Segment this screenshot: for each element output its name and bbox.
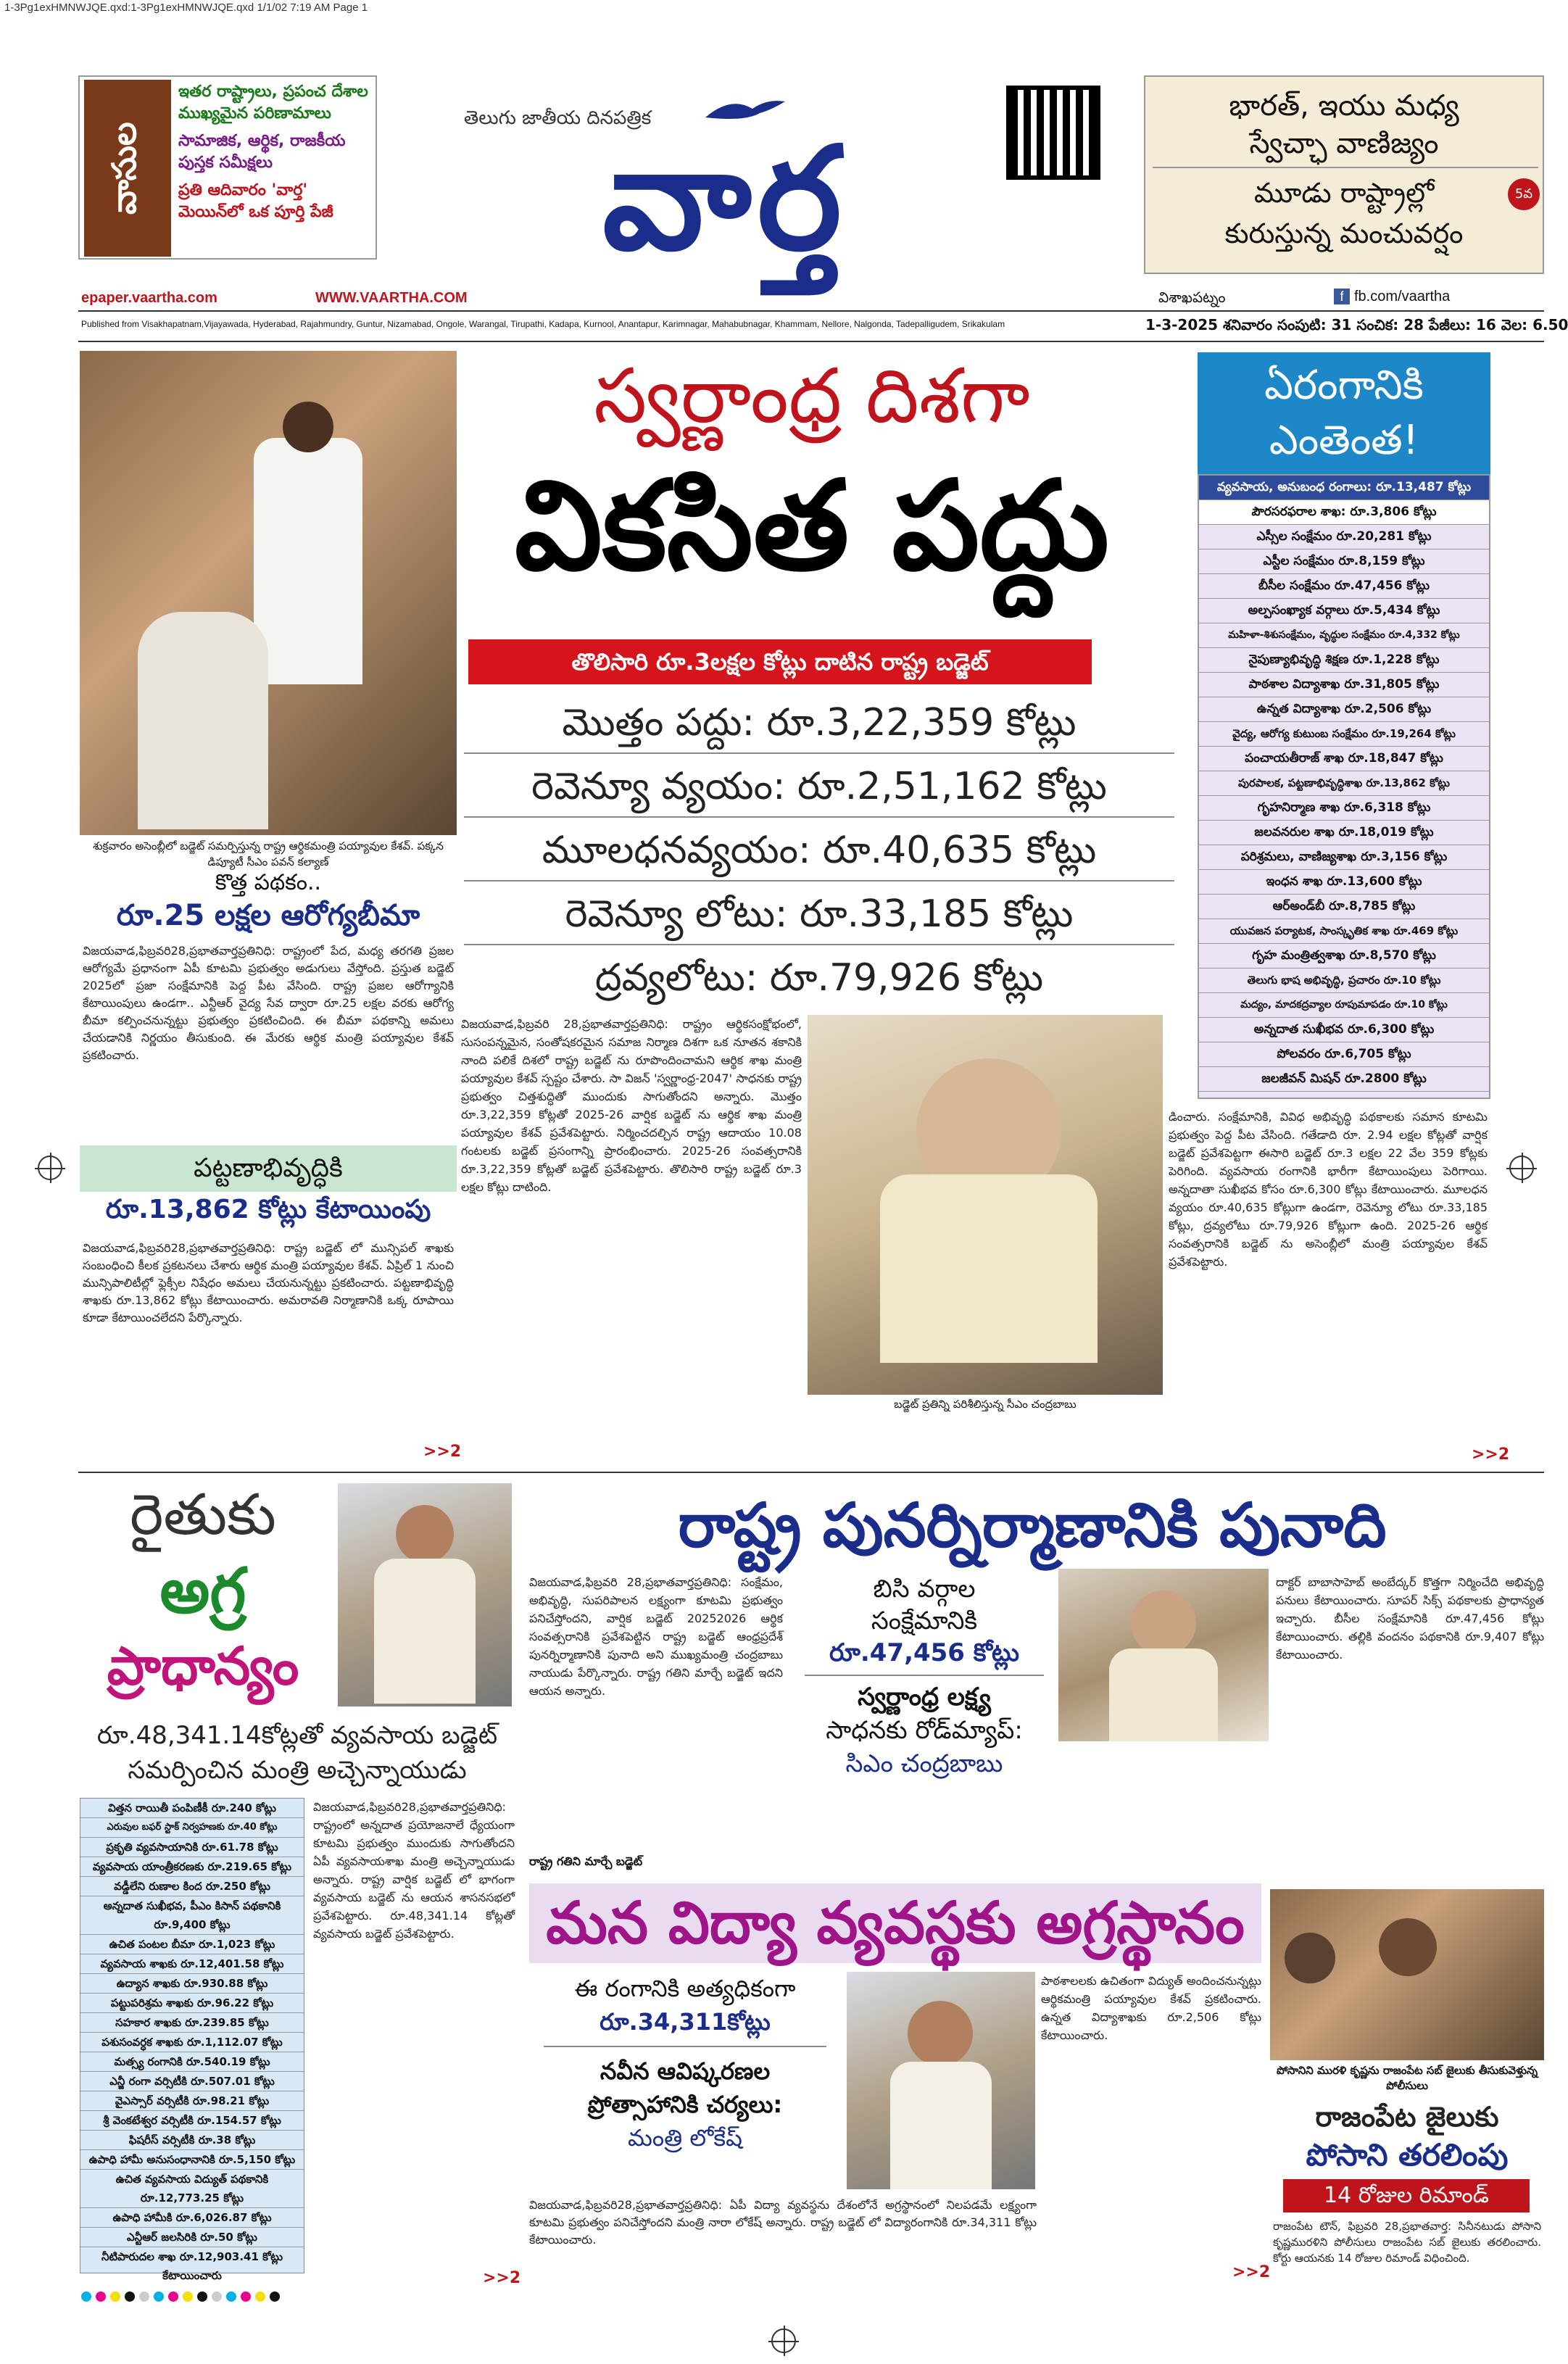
lead-headline: వికసిత పద్దు xyxy=(514,455,1110,598)
lead-body-2: డించారు. సంక్షేమానికి, వివిధ అభివృద్ధి పథకాలకు సమాన కూటమి ప్రభుత్వం పెద్ద పీట వేసింది. గతేడాది రూ. 2.94 లక్షల కోట్లతో వార్షిక బడ్జెట్ ప్రవేశపెట్టగా ఈసారి బడ్జెట్ రూ.3 లక్షల 22 వేల 359 కోట్లకు పెరిగింది. వ్యవసాయ రంగానికి భారీగా కేటాయింపులు పెరిగాయి. అన్నదాతా సుఖీభవ కోసం రూ.6,300 కోట్లు కేటాయించారు. మూలధన వ్యయం రూ.40,635 కోట్లుగా ఉండగా, రెవెన్యూ లోటు రూ.33,185 కోట్లు, ద్రవ్యలోటు రూ.79,926 కోట్లుగా ఉంది. 2025-26 ఆర్థిక సంవత్సరానికి బడ్జెట్ ను అసెంబ్లీలో మంత్రి పయ్యావుల కేశవ్ ప్రవేశపెట్టారు. xyxy=(1169,1110,1488,1269)
rebuild-box-line: బిసి వర్గాల xyxy=(873,1575,976,1604)
epaper-link[interactable]: epaper.vaartha.com xyxy=(81,290,217,306)
allocation-row: జలవనరుల శాఖ రూ.18,019 కోట్లు xyxy=(1199,821,1489,845)
education-line: రూ.34,311కోట్లు xyxy=(600,2008,771,2036)
right-promo-line: స్వేచ్ఛా వాణిజ్యం xyxy=(1249,127,1439,160)
left-promo-line: ప్రతి ఆదివారం 'వార్త' మెయిన్‌లో ఒక పూర్తి పేజీ xyxy=(178,181,333,221)
health-headline: రూ.25 లక్షల ఆరోగ్యబీమా xyxy=(116,899,420,932)
allocation-row: ఆర్‌అండ్‌బీ రూ.8,785 కోట్లు xyxy=(1199,895,1489,919)
lead-photo-caption: శుక్రవారం అసెంబ్లీలో బడ్జెట్ సమర్పిస్తున్న రాష్ట్ర ఆర్థికమంత్రి పయ్యావుల కేశవ్. పక్కన డిప్యూటీ సీఎం పవన్ కల్యాణ్ xyxy=(93,839,444,868)
allocation-row: వైద్య, ఆరోగ్య కుటుంబ సంక్షేమం రూ.19,264 కోట్లు xyxy=(1199,722,1489,747)
rebuild-body-2: దాక్టర్ బాబాసాహెబ్ అంబేద్కర్ కొత్తగా నిర్మించేది అభివృద్ధి పనులు కేటాయించారు. సూపర్ సిక్స్ పథకాలకు ప్రాధాన్యత ఇచ్చారు. బీసీల సంక్షేమానికి రూ.47,456 కోట్లు కేటాయించారు. తల్లికి వందనం పథకానికి రూ.9,407 కోట్లు కేటాయించారు. xyxy=(1276,1575,1544,1662)
posani-caption: పోసానిని మురళి కృష్ణను రాజంపేట సబ్ జైలుకు తీసుకువెళ్తున్న పోలీసులు xyxy=(1276,2064,1538,2092)
facebook-link[interactable]: fb.com/vaartha xyxy=(1354,289,1451,304)
right-promo-line: మూడు రాష్ట్రాల్లో xyxy=(1253,177,1435,209)
rebuild-ref: రాష్ట్ర గతిని మార్చే బడ్జెట్ xyxy=(529,1854,643,1868)
allocation-row: పౌరసరఫరాల శాఖ: రూ.3,806 కోట్లు xyxy=(1199,500,1489,525)
page-ref-badge: 5వ xyxy=(1508,178,1540,210)
rebuild-body: విజయవాడ,ఫిబ్రవరి 28,ప్రభాతవార్తప్రతినిధి: సంక్షేమం, అభివృద్ధి, సుపరిపాలన లక్ష్యంగా కూటమి ప్రభుత్వం పనిచేస్తోందని, వార్షిక బడ్జెట్ 20252026 ఆర్థిక సంవత్సరానికి ప్రవేశపెట్టిన రాష్ట్ర బడ్జెట్ ఆంధ్రప్రదేశ్ పునర్నిర్మాణానికి పునాది అని ముఖ్యమంత్రి చంద్రబాబు నాయుడు పేర్కొన్నారు. రాష్ట్ర గతిని మార్చే బడ్జెట్ ఇదని ఆయన అన్నారు. xyxy=(529,1575,783,1698)
rebuild-box-line: సంక్షేమానికి xyxy=(871,1606,978,1635)
registration-mark-icon xyxy=(38,1156,62,1180)
left-promo-brand: వాసుల xyxy=(84,80,171,257)
dateline: 1-3-2025 శనివారం సంపుటి: 31 సంచిక: 28 పేజీలు: 16 వెల: 6.50 xyxy=(1145,316,1568,333)
farm-item: పట్టుపరిశ్రమ శాఖకు రూ.96.22 కోట్లు xyxy=(80,1994,304,2013)
farm-item: ఫిషరీస్ వర్సిటీకి రూ.38 కోట్లు xyxy=(80,2131,304,2150)
farm-item: ఎరువుల బఫర్ స్టాక్ నిర్వహణకు రూ.40 కోట్లు xyxy=(80,1818,304,1838)
posani-headline-2: పోసాని తరలింపు xyxy=(1306,2137,1509,2173)
farm-item: శ్రీ వెంకటేశ్వర వర్సిటీకి రూ.154.57 కోట్లు xyxy=(80,2111,304,2131)
rebuild-box-line: స్వర్ణాంధ్ర లక్ష్య xyxy=(858,1683,991,1712)
farm-item: ఉపాధి హామీకి రూ.6,026.87 కోట్లు xyxy=(80,2208,304,2228)
allocation-row: పురపాలక, పట్టణాభివృద్ధిశాఖ రూ.13,862 కోట్లు xyxy=(1199,771,1489,796)
cm-reading-photo xyxy=(808,1015,1163,1395)
education-line: ప్రోత్సాహానికి చర్యలు: xyxy=(587,2091,783,2118)
education-body-2: పాఠశాలలకు ఉచితంగా విద్యుత్ అందించనున్నట్లు ఆర్థికమంత్రి పయ్యావుల కేశవ్ ప్రకటించారు. ఉన్నత విద్యాశాఖకు రూ.2,506 కోట్లు కేటాయించారు. xyxy=(1041,1974,1261,2042)
allocation-row: బీసీల సంక్షేమం రూ.47,456 కోట్లు xyxy=(1199,574,1489,599)
rebuild-box-2 xyxy=(797,1680,1051,1780)
cm-reading-caption: బడ్జెట్ ప్రతిన్ని పరిశీలిస్తున్న సీఎం చంద్రబాబు xyxy=(894,1398,1077,1411)
farmers-h1: రైతుకు xyxy=(130,1482,276,1548)
lead-subhead: తొలిసారి రూ.3లక్షల కోట్లు దాటిన రాష్ట్ర బడ్జెట్ xyxy=(468,639,1092,684)
masthead: వార్త xyxy=(602,117,847,282)
allocation-row: మహిళా-శిశుసంక్షేమం, వృద్ధుల సంక్షేమం రూ.4,332 కోట్లు xyxy=(1199,623,1489,648)
farmers-sub: రూ.48,341.14కోట్లతో వ్యవసాయ బడ్జెట్ సమర్పించిన మంత్రి అచ్చెన్నాయుడు xyxy=(96,1721,498,1785)
farm-item: వ్యవసాయ శాఖకు రూ.12,401.58 కోట్లు xyxy=(80,1954,304,1974)
stat-fiscal-deficit: ద్రవ్యలోటు: రూ.79,926 కోట్లు xyxy=(594,956,1044,1000)
allocation-row: యువజన పర్యాటక, సాంస్కృతిక శాఖ రూ.469 కోట్లు xyxy=(1199,919,1489,944)
allocation-row: ఎస్సీల సంక్షేమం రూ.20,281 కోట్లు xyxy=(1199,525,1489,549)
continued-marker[interactable]: >>2 xyxy=(1472,1446,1510,1464)
farm-item: ప్రకృతి వ్యవసాయానికి రూ.61.78 కోట్లు xyxy=(80,1838,304,1857)
allocation-row: పాఠశాల విద్యాశాఖ రూ.31,805 కోట్లు xyxy=(1199,673,1489,697)
farm-item: వైఎస్సార్ వర్సిటీకి రూ.98.21 కోట్లు xyxy=(80,2091,304,2111)
farm-item: అన్నదాత సుఖీభవ, పీఎం కిసాన్ పథకానికి రూ.9,400 కోట్లు xyxy=(80,1896,304,1935)
lead-body: విజయవాడ,ఫిబ్రవరి 28,ప్రభాతవార్తప్రతినిధి: రాష్ట్రం ఆర్థికసంక్షోభంలో, సుసంపన్నమైన, సంతోషకరమైన సమాజ నిర్మాణ దిశగా ఒక నూతన శకానికి నాంది పలికే దిశలో రాష్ట్ర బడ్జెట్ ను రూపొందించామని ఆర్థిక శాఖ మంత్రి పయ్యావుల కేశవ్ స్పష్టం చేశారు. సా విజన్ 'స్వర్ణాంధ్ర-2047' సాధనకు రాష్ట్ర ప్రభుత్వం చిత్తశుద్ధితో ముందుకు సాగుతోందని అన్నారు. మొత్తం రూ.3,22,359 కోట్లతో 2025-26 వార్షిక బడ్జెట్ ను ఆర్థిక శాఖ మంత్రి పయ్యావుల కేశవ్ ప్రవేశపెట్టారు. నిర్మించదల్చిన రాష్ట్ర ఆదాయం 10.08 గంటలకు బడ్జెట్ ప్రసంగాన్ని ప్రారంభించారు. 2025-26 సంవత్సరానికి రూ.3,22,359 కోట్లతో బడ్జెట్ ప్రవేశపెట్టారు. తొలిసారి రాష్ట్ర బడ్జెట్ రూ.3 లక్షల కోట్లు దాటింది. xyxy=(461,1017,802,1194)
rebuild-box-1 xyxy=(797,1573,1051,1669)
farmers-h2: అగ్ర xyxy=(159,1555,246,1627)
urban-kicker: పట్టణాభివృద్ధికి xyxy=(80,1145,457,1192)
education-headline: మన విద్యా వ్యవస్థకు అగ్రస్థానం xyxy=(529,1883,1261,1963)
urban-body: విజయవాడ,ఫిబ్రవరి28,ప్రభాతవార్తప్రతినిధి: రాష్ట్ర బడ్జెట్ లో మున్సిపల్ శాఖకు సంబంధించి కీలక ప్రకటనలు చేశారు ఆర్థిక మంత్రి పయ్యావుల కేశవ్. ఏప్రిల్ 1 నుంచి మున్సిపాలిటీల్లో ఫ్లెక్సీల నిషేధం అమలు చేయనున్నట్టు ప్రకటించారు. పట్టణాభివృద్ధి శాఖకు రూ.13,862 కోట్లు కేటాయించారు. అమరావతి నిర్మాణానికి ఒక్క రూపాయి కూడా కేటాయించలేదని పేర్కొన్నారు. xyxy=(83,1241,454,1324)
city: విశాఖపట్నం xyxy=(1158,289,1226,306)
allocation-row: గృహ మంత్రిత్వశాఖ రూ.8,570 కోట్లు xyxy=(1199,944,1489,969)
farm-item: వడ్డీలేని రుణాల కింద రూ.250 కోట్లు xyxy=(80,1877,304,1896)
right-promo-line: కురుస్తున్న మంచువర్షం xyxy=(1224,217,1464,249)
farm-item: విత్తన రాయితీ పంపిణీకీ రూ.240 కోట్లు xyxy=(80,1799,304,1818)
lokesh-photo xyxy=(847,1972,1035,2189)
rebuild-box-line: రూ.47,456 కోట్లు xyxy=(829,1638,1020,1667)
rebuild-box-line: సిఎం చంద్రబాబు xyxy=(845,1749,1003,1778)
right-promo[interactable] xyxy=(1144,75,1544,274)
allocation-row: గృహనిర్మాణ శాఖ రూ.6,318 కోట్లు xyxy=(1199,796,1489,821)
health-kicker: కొత్త పథకం.. xyxy=(215,870,322,895)
farmers-list xyxy=(80,1798,304,2282)
allocation-row: పోలవరం రూ.6,705 కోట్లు xyxy=(1199,1042,1489,1067)
farmers-body: విజయవాడ,ఫిబ్రవరి28,ప్రభాతవార్తప్రతినిధి: రాష్ట్రంలో అన్నదాత ప్రయోజనాలే ధ్యేయంగా కూటమి ప్రభుత్వం ముందుకు సాగుతోందని ఏపీ వ్యవసాయశాఖ మంత్రి అచ్చెన్నాయుడు అన్నారు. రాష్ట్ర వార్షిక బడ్జెట్ లో భాగంగా వ్యవసాయ బడ్జెట్ ను ఆయన శాసనసభలో ప్రవేశపెట్టారు. రూ.48,341.14 కోట్లతో వ్యవసాయ బడ్జెట్ ప్రవేశపెట్టారు. xyxy=(313,1800,515,1941)
allocation-row: అన్నదాత సుఖీభవ రూ.6,300 కోట్లు xyxy=(1199,1018,1489,1042)
education-line: మంత్రి లోకేష్ xyxy=(628,2124,742,2152)
farm-item: వ్యవసాయ యాంత్రీకరణకు రూ.219.65 కోట్లు xyxy=(80,1857,304,1877)
education-body: విజయవాడ,ఫిబ్రవరి28,ప్రభాతవార్తప్రతినిధి: ఏపీ విద్యా వ్యవస్థను దేశంలోనే అగ్రస్థానంలో నిలపడమే లక్ష్యంగా కూటమి ప్రభుత్వం పనిచేస్తోందని మంత్రి నారా లోకేష్ అన్నారు. రాష్ట్ర బడ్జెట్ లో విద్యారంగానికి రూ.34,311 కోట్లు కేటాయించారు. xyxy=(529,2198,1037,2247)
farm-item: ఉపాధి హామీ అనుసంధానానికి రూ.5,150 కోట్లు xyxy=(80,2150,304,2170)
registration-mark-icon xyxy=(771,2328,796,2353)
stat-capital-expenditure: మూలధనవ్యయం: రూ.40,635 కోట్లు xyxy=(542,829,1097,872)
farm-item: సహకార శాఖకు రూ.239.85 కోట్లు xyxy=(80,2013,304,2033)
allocation-row: ఉన్నత విద్యాశాఖ రూ.2,506 కోట్లు xyxy=(1199,697,1489,722)
agri-minister-photo xyxy=(338,1483,512,1706)
stat-revenue-expenditure: రెవెన్యూ వ్యయం: రూ.2,51,162 కోట్లు xyxy=(531,765,1107,808)
left-promo-line: సామాజిక, ఆర్థిక, రాజకీయ పుస్తక సమీక్షలు xyxy=(178,132,346,172)
farm-item: నీటిపారుదల శాఖ రూ.12,903.41 కోట్లు కేటాయించారు xyxy=(101,2250,283,2282)
allocation-row: మద్యం, మాదకద్రవ్యాల రూపుమాపడం రూ.10 కోట్లు xyxy=(1199,993,1489,1018)
farmers-h3: ప్రాధాన్యం xyxy=(107,1635,299,1696)
urban-headline: రూ.13,862 కోట్లు కేటాయింపు xyxy=(105,1195,431,1224)
posani-body: రాజంపేట టౌన్, ఫిబ్రవరి 28,ప్రభాతవార్త: సినీనటుడు పోసాని కృష్ణమురళిని పోలీసులు రాజంపేట సబ్ జైలుకు తరలించారు. కోర్టు ఆయనకు 14 రోజుల రిమాండ్ విధించింది. xyxy=(1273,2220,1541,2265)
allocation-row: నైపుణ్యాభివృద్ధి శిక్షణ రూ.1,228 కోట్లు xyxy=(1199,648,1489,673)
website-link[interactable]: WWW.VAARTHA.COM xyxy=(315,290,468,306)
posani-photo xyxy=(1270,1889,1544,2060)
farm-item: ఉచిత వ్యవసాయ విద్యుత్ పథకానికి రూ.12,773.25 కోట్లు xyxy=(80,2170,304,2208)
continued-marker[interactable]: >>2 xyxy=(423,1443,462,1461)
farm-item: ఉచిత పంటల బీమా రూ.1,023 కోట్లు xyxy=(80,1935,304,1954)
allocation-row: వ్యవసాయ, అనుబంధ రంగాలు: రూ.13,487 కోట్లు xyxy=(1199,476,1489,500)
allocation-row: ఎస్టీల సంక్షేమం రూ.8,159 కోట్లు xyxy=(1199,549,1489,574)
lead-photo xyxy=(80,351,457,835)
facebook-icon: f xyxy=(1334,289,1350,304)
education-line: నవీన ఆవిష్కరణల xyxy=(600,2057,771,2085)
posani-headline-1: రాజంపేట జైలుకు xyxy=(1315,2101,1499,2133)
left-promo[interactable] xyxy=(78,75,377,260)
lead-kicker: స్వర్ణాంధ్ర దిశగా xyxy=(594,352,1030,440)
allocation-row: పరిశ్రమలు, వాణిజ్యశాఖ రూ.3,156 కోట్లు xyxy=(1199,845,1489,870)
published-from: Published from Visakhapatnam,Vijayawada, Hyderabad, Rajahmundry, Guntur, Nizamabad, Ongole, Warangal, Tirupathi, Kadapa, Kurnool, Anantapur, Karimnagar, Mahabubnagar, Khammam, Nellore, Nalgonda, Tadepalligudem, Srikakulam xyxy=(81,319,1005,329)
allocations-title: ఏరంగానికి ఎంతెంత! xyxy=(1198,352,1490,474)
farm-item: మత్స్య రంగానికి రూ.540.19 కోట్లు xyxy=(80,2052,304,2072)
education-lines xyxy=(529,1972,841,2154)
stat-total: మొత్తం పద్దు: రూ.3,22,359 కోట్లు xyxy=(562,701,1077,745)
farm-item: పశుసంవర్ధక శాఖకు రూ.1,112.07 కోట్లు xyxy=(80,2033,304,2052)
cm-photo xyxy=(1058,1569,1269,1741)
rebuild-box-line: సాధనకు రోడ్‌మ్యాప్: xyxy=(826,1716,1023,1745)
allocation-row: పంచాయతీరాజ్ శాఖ రూ.18,847 కోట్లు xyxy=(1199,747,1489,771)
stat-revenue-deficit: రెవెన్యూ లోటు: రూ.33,185 కోట్లు xyxy=(565,892,1074,936)
farm-item: ఉద్యాన శాఖకు రూ.930.88 కోట్లు xyxy=(80,1974,304,1994)
registration-mark-icon xyxy=(1509,1156,1534,1180)
continued-marker[interactable]: >>2 xyxy=(483,2269,521,2287)
allocation-row: ఇంధన శాఖ రూ.13,600 కోట్లు xyxy=(1199,870,1489,895)
health-body: విజయవాడ,ఫిబ్రవరి28,ప్రభాతవార్తప్రతినిధి: రాష్ట్రంలో పేద, మధ్య తరగతి ప్రజల ఆరోగ్యమే ప్రధానంగా ఏపీ కూటమి ప్రభుత్వం అడుగులు వేస్తోంది. ప్రస్తుత బడ్జెట్ 2025లో ప్రజా సంక్షేమానికి పెద్ద పీట వేసింది. రాష్ట్ర ప్రజల ఆరోగ్యానికి కేటాయింపులు ఉండగా.. ఎన్టీఆర్ వైద్య సేవ ద్వారా రూ.25 లక్షల వరకు ఆరోగ్య బీమా కల్పించనున్నట్టు ప్రభుత్వం ప్రకటించింది. ఈ బీమా పథకాన్ని అమలు చేయడానికి నిర్ణయం తీసుకుంది. ఈ మేరకు ఆర్థిక మంత్రి పయ్యావుల కేశవ్ ప్రకటించారు. xyxy=(83,944,454,1062)
allocation-row: జలజీవన్ మిషన్ రూ.2800 కోట్లు xyxy=(1199,1067,1489,1092)
posani-sub: 14 రోజుల రిమాండ్ xyxy=(1283,2179,1530,2212)
color-registration-bar xyxy=(81,2291,1546,2305)
farm-item: ఎన్టీఆర్ జలసిరికి రూ.50 కోట్లు xyxy=(80,2228,304,2247)
tagline: తెలుగు జాతీయ దినపత్రిక xyxy=(464,107,652,129)
farm-item: ఎన్జీ రంగా వర్సిటీకి రూ.507.01 కోట్లు xyxy=(80,2072,304,2091)
left-promo-line: ఇతర రాష్ట్రాలు, ప్రపంచ దేశాల ముఖ్యమైన పరిణామాలు xyxy=(178,83,368,123)
continued-marker[interactable]: >>2 xyxy=(1232,2263,1271,2281)
allocations-list xyxy=(1198,474,1490,1099)
allocation-row: తెలుగు భాష అభివృద్ధి, ప్రచారం రూ.10 కోట్లు xyxy=(1199,969,1489,993)
rebuild-headline: రాష్ట్ర పునర్నిర్మాణానికి పునాది xyxy=(678,1490,1387,1561)
print-slug: 1-3Pg1exHMNWJQE.qxd:1-3Pg1exHMNWJQE.qxd 1/1/02 7:19 AM Page 1 xyxy=(4,1,368,14)
right-promo-line: భారత్, ఇయు మధ్య xyxy=(1229,89,1459,123)
qr-code-icon[interactable] xyxy=(1006,86,1100,180)
allocation-row: అల్పసంఖ్యాక వర్గాలు రూ.5,434 కోట్లు xyxy=(1199,599,1489,623)
education-line: ఈ రంగానికి అత్యధికంగా xyxy=(574,1975,796,2002)
